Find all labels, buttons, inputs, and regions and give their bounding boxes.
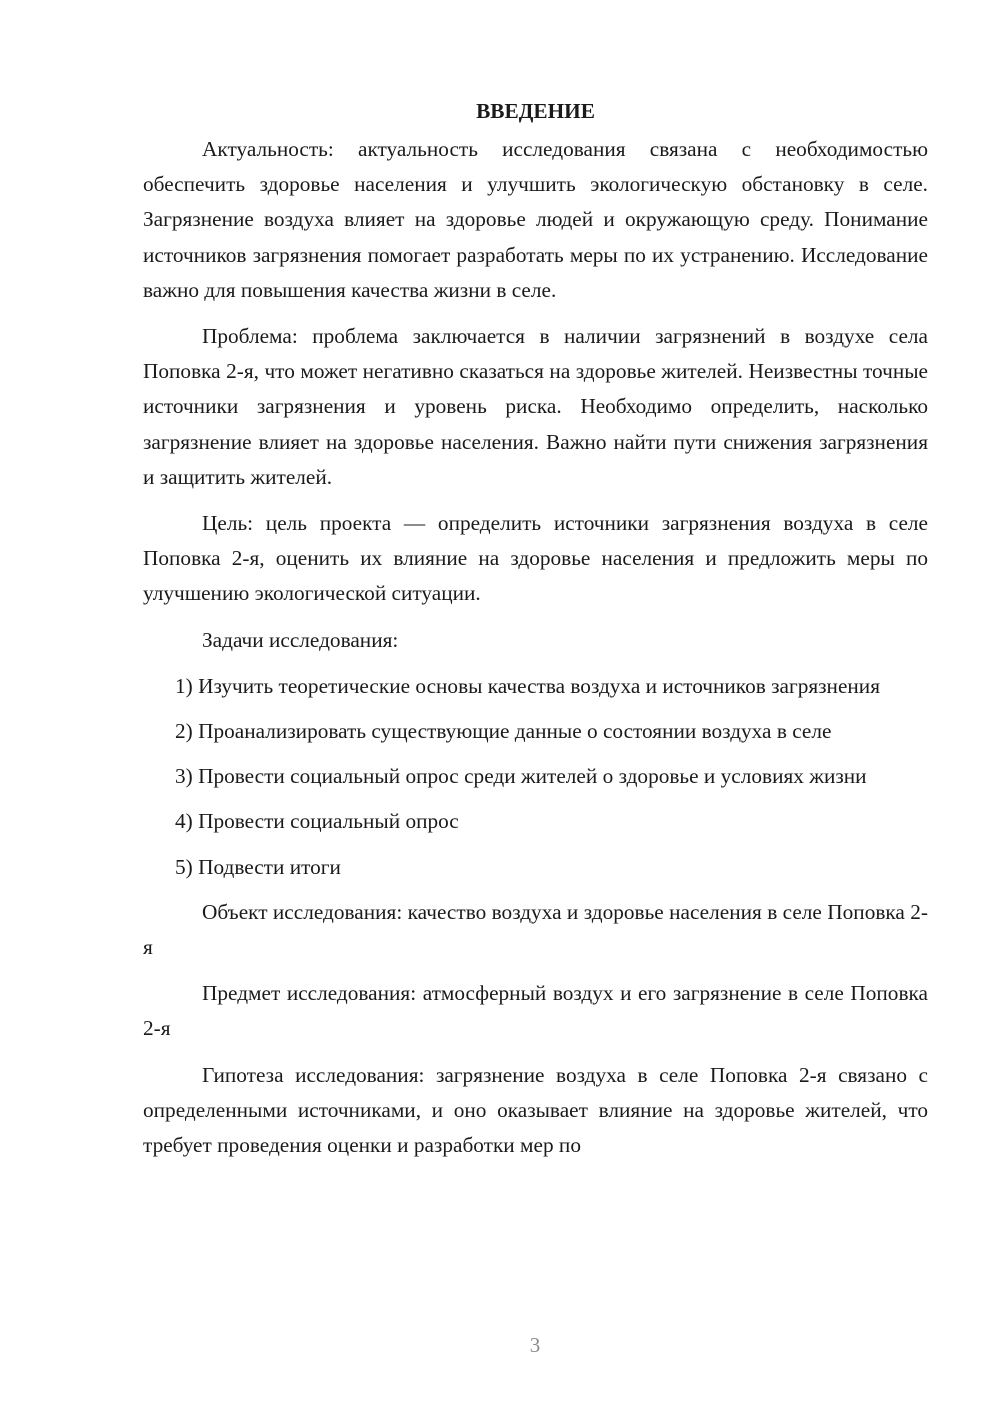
task-item-5: 5) Подвести итоги <box>175 854 341 879</box>
paragraph-object: Объект исследования: качество воздуха и здоровье населения в селе Поповка 2-я <box>143 899 928 960</box>
tasks-heading: Задачи исследования: <box>202 627 399 652</box>
section-title: ВВЕДЕНИЕ <box>476 99 595 123</box>
paragraph-goal: Цель: цель проекта — определить источники загрязнения воздуха в селе Поповка 2-я, оценить их влияние на здоровье населения и предложить меры по улучшению экологической ситуации. <box>143 511 928 606</box>
paragraph-hypothesis: Гипотеза исследования: загрязнение воздуха в селе Поповка 2-я связано с определенными источниками, и оно оказывает влияние на здоровье жителей, что требует проведения оценки и разработки мер по <box>143 1062 928 1158</box>
task-item-3: 3) Провести социальный опрос среди жителей о здоровье и условиях жизни <box>175 764 867 789</box>
task-item-2: 2) Проанализировать существующие данные о состоянии воздуха в селе <box>175 719 832 744</box>
page-number: 3 <box>529 1333 541 1357</box>
task-item-4: 4) Провести социальный опрос <box>175 809 459 834</box>
paragraph-relevance: Актуальность: актуальность исследования связана с необходимостью обеспечить здоровье населения и улучшить экологическую обстановку в селе. Загрязнение воздуха влияет на здоровье людей и окружающую среду. Понимание источников загрязнения помогает разработать меры по их устранению. Исследование важно для повышения качества жизни в селе. <box>143 137 928 302</box>
paragraph-problem: Проблема: проблема заключается в наличии загрязнений в воздухе села Поповка 2-я, что может негативно сказаться на здоровье жителей. Неизвестны точные источники загрязнения и уровень риска. Необходимо определить, насколько загрязнение влияет на здоровье населения. Важно найти пути снижения загрязнения и защитить жителей. <box>143 324 928 489</box>
paragraph-subject: Предмет исследования: атмосферный воздух и его загрязнение в селе Поповка 2-я <box>143 981 928 1041</box>
task-item-1: 1) Изучить теоретические основы качества воздуха и источников загрязнения <box>175 673 880 698</box>
page-body <box>143 94 928 1174</box>
